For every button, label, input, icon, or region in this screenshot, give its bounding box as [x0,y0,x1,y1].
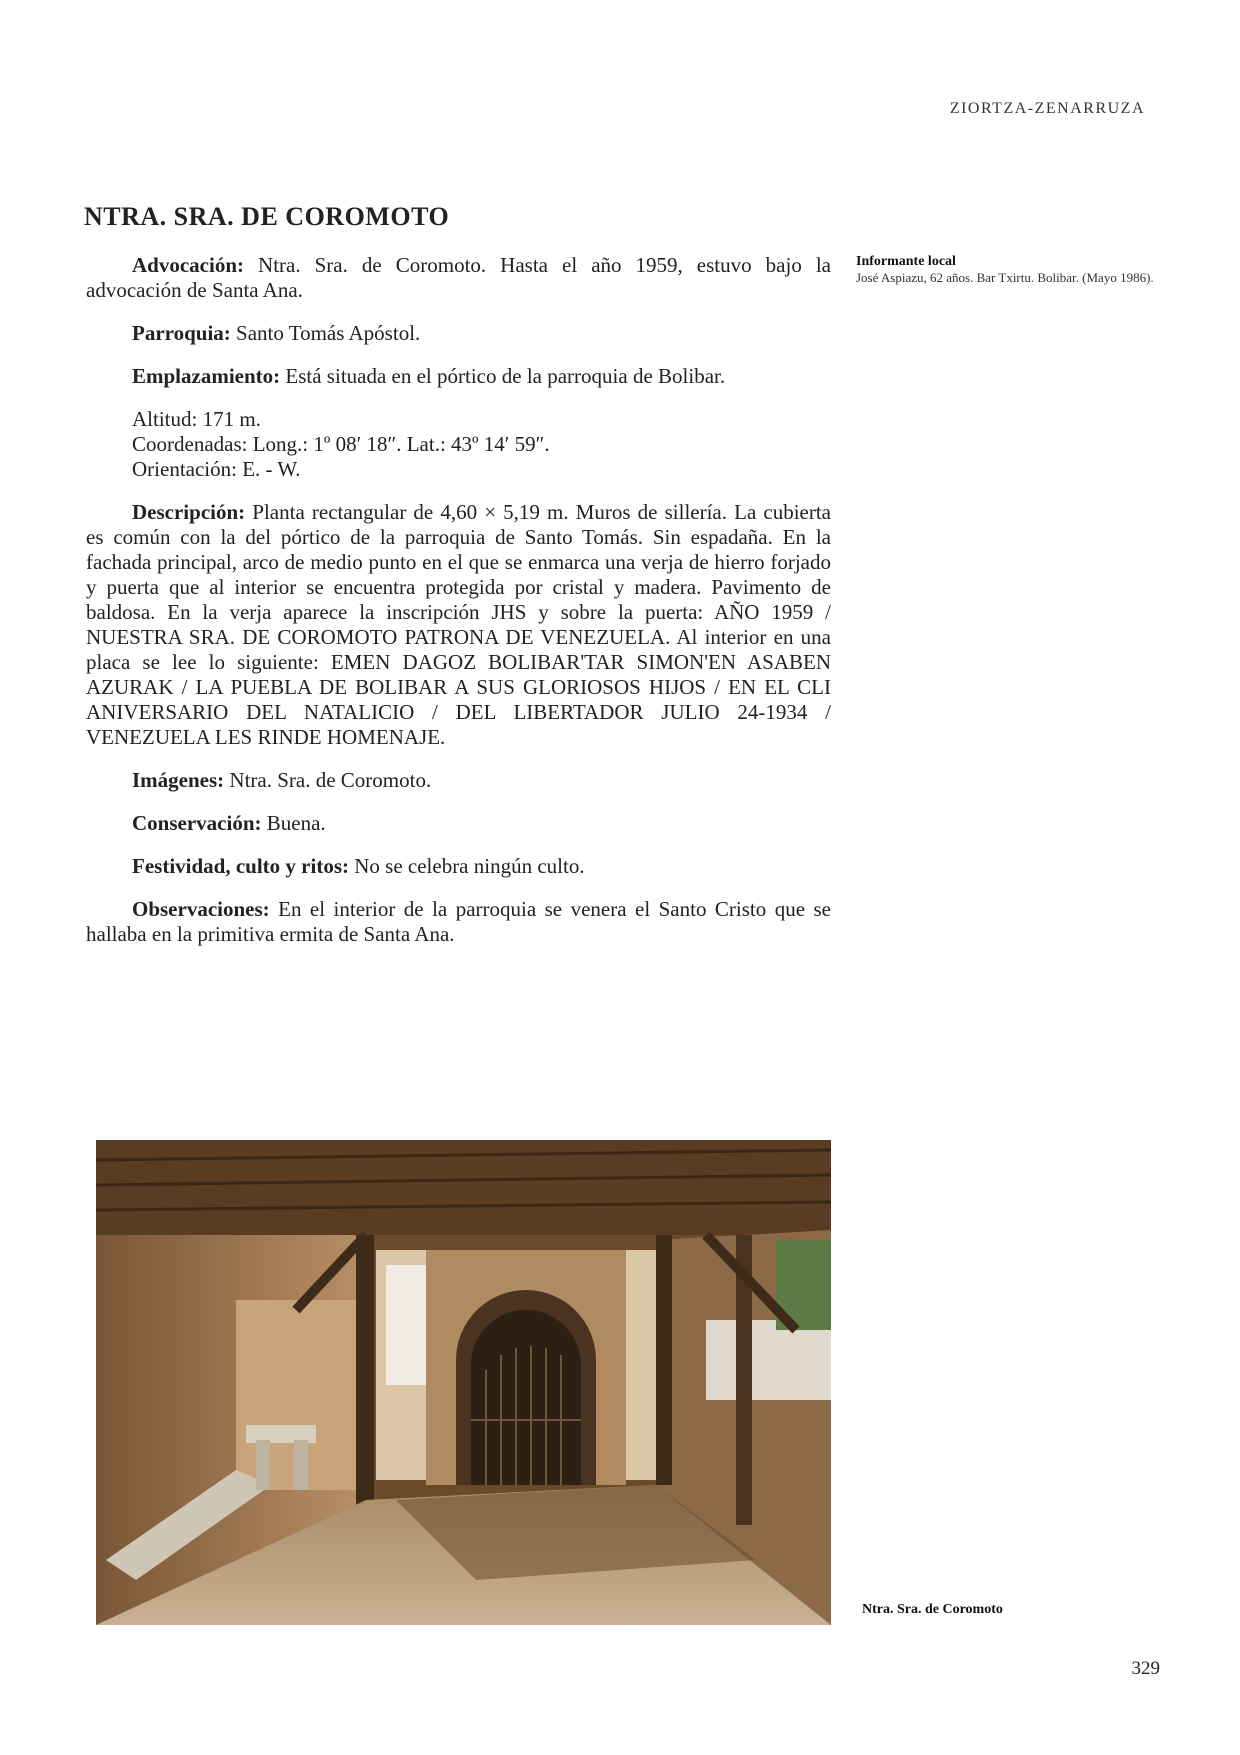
observaciones-text: En el interior de la parroquia se venera el Santo Cristo que se hallaba en la primitiva ermita de Santa Ana. [86,897,832,946]
advocacion-text: Ntra. Sra. de Coromoto. Hasta el año 1959, estuvo bajo la advocación de Santa Ana. [86,253,831,302]
descripcion-label: Descripción: [132,500,246,524]
conservacion-label: Conservación: [132,811,262,835]
section-imagenes [86,768,831,793]
sidebar-note [856,254,1156,286]
coordenadas-text: Coordenadas: Long.: 1º 08′ 18″. Lat.: 43º 14′ 59″. [132,432,550,456]
section-emplazamiento [86,364,831,389]
informant-label: Informante local [856,254,956,269]
observaciones-label: Observaciones: [132,897,270,921]
running-head: ZIORTZA-ZENARRUZA [949,100,1145,117]
chapel-photo-drawing [96,1140,831,1625]
section-advocacion [86,253,831,303]
section-conservacion [86,811,831,836]
festividad-text: No se celebra ningún culto. [354,854,585,878]
descripcion-text: Planta rectangular de 4,60 × 5,19 m. Muros de sillería. La cubierta es común con la del pórtico de la parroquia de Santo Tomás. Sin espadaña. En la fachada principal, arco de medio punto en el que se enmarca una verja de hierro forjado y puerta que al interior se encuentra protegida por cristal y madera. Pavimento de baldosa. En la verja aparece la inscripción JHS y sobre la puerta: AÑO 1959 / NUESTRA SRA. DE COROMOTO PATRONA DE VENEZUELA. Al interior en una placa se lee lo siguiente: EMEN DAGOZ BOLIBAR'TAR SIMON'EN ASABEN AZURAK / LA PUEBLA DE BOLIBAR A SUS GLORIOSOS HIJOS / EN EL CLI ANIVERSARIO DEL NATALICIO / DEL LIBERTADOR JULIO 24-1934 / VENEZUELA LES RINDE HOMENAJE. [86,500,832,749]
imagenes-text: Ntra. Sra. de Coromoto. [229,768,432,792]
imagenes-label: Imágenes: [132,768,225,792]
section-descripcion [86,500,831,750]
section-festividad [86,854,831,879]
location-details [86,407,831,482]
page-number: 329 [1131,1658,1160,1679]
main-text [86,253,831,965]
altitud-text: Altitud: 171 m. [132,407,261,431]
emplazamiento-text: Está situada en el pórtico de la parroquia de Bolibar. [285,364,726,388]
emplazamiento-label: Emplazamiento: [132,364,281,388]
parroquia-text: Santo Tomás Apóstol. [236,321,421,345]
festividad-label: Festividad, culto y ritos: [132,854,349,878]
conservacion-text: Buena. [266,811,326,835]
section-observaciones [86,897,831,947]
advocacion-label: Advocación: [132,253,244,277]
photo-caption: Ntra. Sra. de Coromoto [862,1602,1003,1617]
orientacion-text: Orientación: E. - W. [132,457,301,481]
page-title: NTRA. SRA. DE COROMOTO [84,202,450,231]
chapel-photo [96,1140,831,1625]
informant-text: José Aspiazu, 62 años. Bar Txirtu. Bolibar. (Mayo 1986). [856,270,1154,285]
parroquia-label: Parroquia: [132,321,231,345]
section-parroquia [86,321,831,346]
